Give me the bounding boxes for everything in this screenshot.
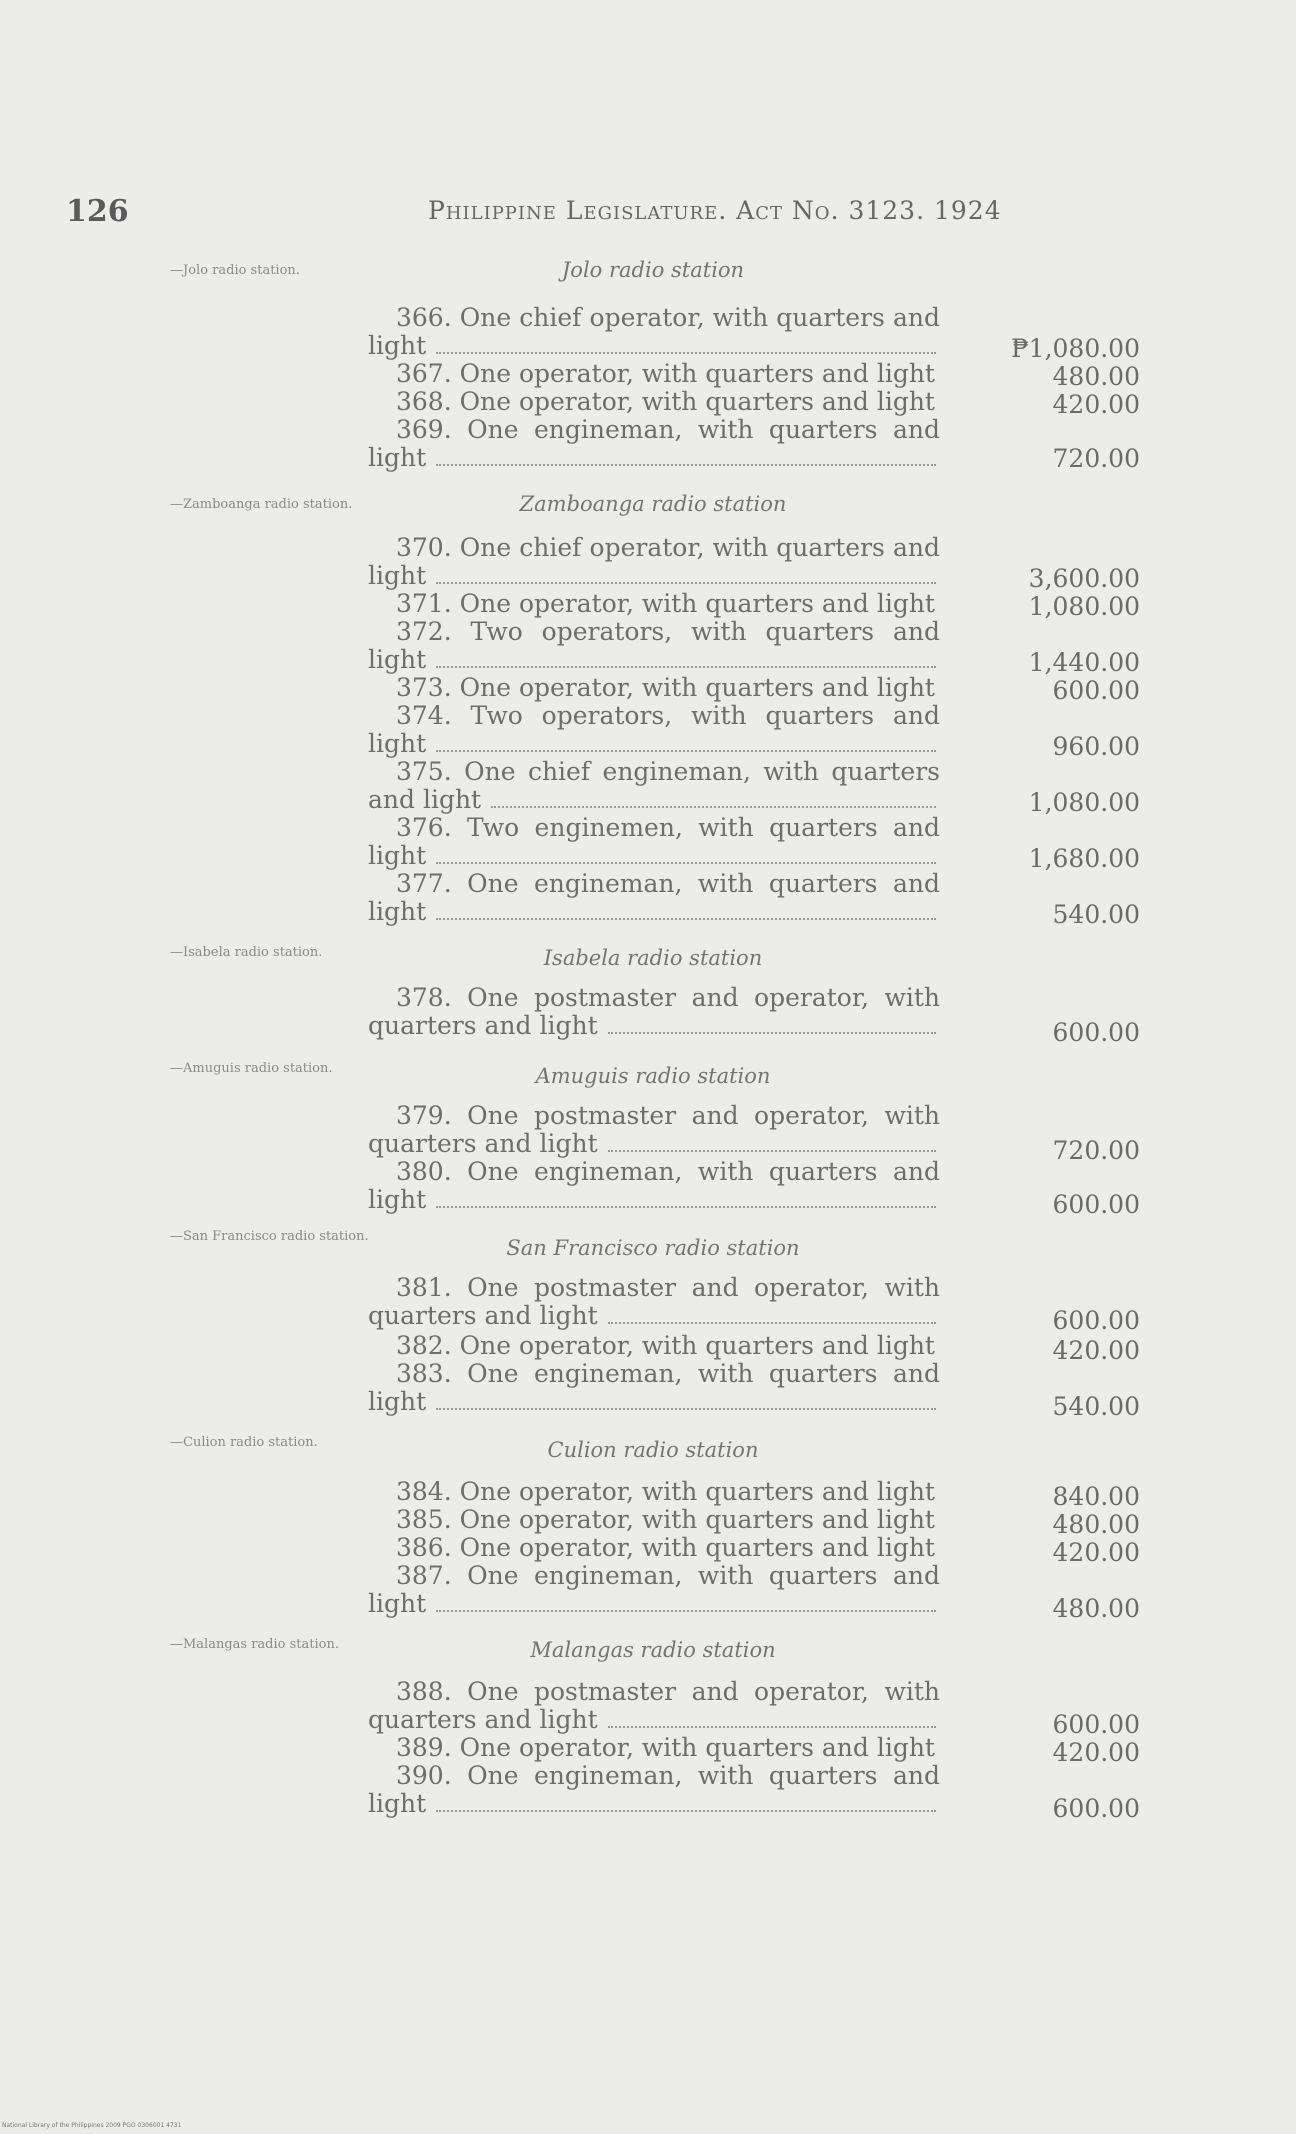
heading-zamboanga: Zamboanga radio station [519, 492, 787, 516]
item-382: 382. One operator, with quarters and light [396, 1331, 935, 1360]
item-368: 368. One operator, with quarters and light [396, 387, 935, 416]
item-381: 381. One postmaster and operator, with quarters and light [368, 1273, 940, 1330]
heading-malangas: Malangas radio station [530, 1638, 776, 1662]
amount-366: ₱1,080.00 [1011, 334, 1140, 363]
amount-375: 1,080.00 [1028, 788, 1140, 817]
amount-374: 960.00 [1052, 732, 1140, 761]
item-390: 390. One engineman, with quarters and light [368, 1761, 940, 1818]
amount-378: 600.00 [1052, 1018, 1140, 1047]
item-366: 366. One chief operator, with quarters and light [368, 303, 940, 360]
amount-376: 1,680.00 [1028, 844, 1140, 873]
amount-380: 600.00 [1052, 1190, 1140, 1219]
amount-369: 720.00 [1052, 444, 1140, 473]
scan-footer: National Library of the Philippines 2009 PGO 0306001 4731 [2, 2122, 182, 2129]
amount-387: 480.00 [1052, 1594, 1140, 1623]
heading-jolo: Jolo radio station [561, 258, 745, 282]
amount-371: 1,080.00 [1028, 592, 1140, 621]
item-371: 371. One operator, with quarters and light [396, 589, 935, 618]
item-375: 375. One chief engineman, with quarters and light [368, 757, 940, 814]
amount-368: 420.00 [1052, 390, 1140, 419]
sidenote-zamboanga: —Zamboanga radio station. [170, 497, 353, 512]
amount-388: 600.00 [1052, 1710, 1140, 1739]
item-373: 373. One operator, with quarters and light [396, 673, 935, 702]
heading-san-francisco: San Francisco radio station [506, 1236, 800, 1260]
sidenote-san-francisco: —San Francisco radio station. [170, 1229, 369, 1244]
amount-390: 600.00 [1052, 1794, 1140, 1823]
amount-372: 1,440.00 [1028, 648, 1140, 677]
amount-381: 600.00 [1052, 1306, 1140, 1335]
item-372: 372. Two operators, with quarters and light [368, 617, 940, 674]
heading-culion: Culion radio station [547, 1438, 759, 1462]
item-376: 376. Two enginemen, with quarters and light [368, 813, 940, 870]
amount-389: 420.00 [1052, 1738, 1140, 1767]
sidenote-culion: —Culion radio station. [170, 1435, 318, 1450]
running-title: Philippine Legislature. Act No. 3123. 1924 [428, 196, 1002, 225]
item-385: 385. One operator, with quarters and light [396, 1505, 935, 1534]
item-374: 374. Two operators, with quarters and light [368, 701, 940, 758]
item-377: 377. One engineman, with quarters and light [368, 869, 940, 926]
item-367: 367. One operator, with quarters and light [396, 359, 935, 388]
item-389: 389. One operator, with quarters and light [396, 1733, 935, 1762]
item-387: 387. One engineman, with quarters and light [368, 1561, 940, 1618]
amount-377: 540.00 [1052, 900, 1140, 929]
sidenote-isabela: —Isabela radio station. [170, 945, 323, 960]
page-number: 126 [66, 194, 129, 229]
amount-379: 720.00 [1052, 1136, 1140, 1165]
heading-amuguis: Amuguis radio station [535, 1064, 771, 1088]
amount-383: 540.00 [1052, 1392, 1140, 1421]
item-378: 378. One postmaster and operator, with quarters and light [368, 983, 940, 1040]
page-header [0, 194, 1296, 234]
amount-367: 480.00 [1052, 362, 1140, 391]
amount-384: 840.00 [1052, 1482, 1140, 1511]
item-379: 379. One postmaster and operator, with quarters and light [368, 1101, 940, 1158]
item-384: 384. One operator, with quarters and light [396, 1477, 935, 1506]
sidenote-jolo: —Jolo radio station. [170, 263, 300, 278]
item-380: 380. One engineman, with quarters and light [368, 1157, 940, 1214]
amount-385: 480.00 [1052, 1510, 1140, 1539]
sidenote-malangas: —Malangas radio station. [170, 1637, 339, 1652]
sidenote-amuguis: —Amuguis radio station. [170, 1061, 333, 1076]
item-370: 370. One chief operator, with quarters and light [368, 533, 940, 590]
amount-382: 420.00 [1052, 1336, 1140, 1365]
item-369: 369. One engineman, with quarters and light [368, 415, 940, 472]
amount-373: 600.00 [1052, 676, 1140, 705]
amount-386: 420.00 [1052, 1538, 1140, 1567]
item-383: 383. One engineman, with quarters and light [368, 1359, 940, 1416]
item-388: 388. One postmaster and operator, with quarters and light [368, 1677, 940, 1734]
amount-370: 3,600.00 [1028, 564, 1140, 593]
heading-isabela: Isabela radio station [543, 946, 763, 970]
item-386: 386. One operator, with quarters and light [396, 1533, 935, 1562]
